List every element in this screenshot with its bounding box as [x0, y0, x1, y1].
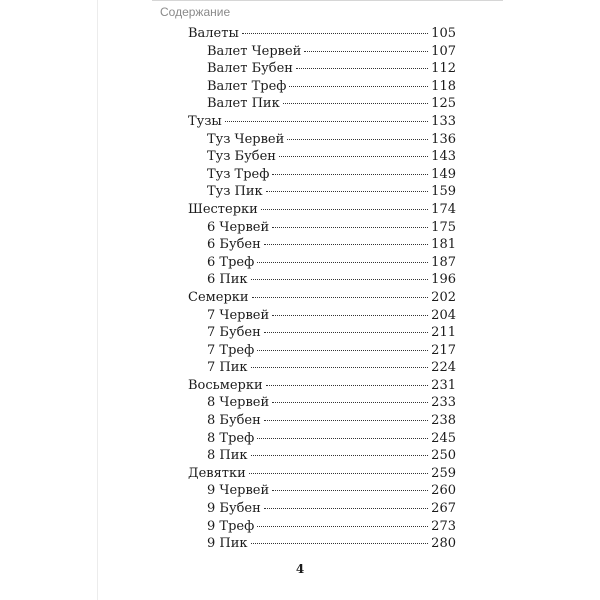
toc-entry-title: 9 Бубен: [207, 501, 261, 517]
toc-entry-page: 204: [431, 307, 456, 323]
dot-leader: [272, 315, 428, 316]
toc-entry-title: Валет Бубен: [207, 61, 293, 77]
toc-entry-page: 280: [431, 536, 456, 552]
toc-entry-title: 7 Бубен: [207, 325, 261, 341]
running-head: Содержание: [160, 5, 231, 19]
toc-entry-title: 6 Треф: [207, 254, 255, 270]
dot-leader: [266, 385, 429, 386]
toc-entry-title: Тузы: [188, 113, 222, 129]
toc-entry-page: 233: [431, 395, 456, 411]
toc-subentry: [188, 535, 456, 553]
toc-subentry: [188, 518, 456, 536]
dot-leader: [272, 490, 428, 491]
dot-leader: [272, 402, 428, 403]
toc-entry-title: 8 Треф: [207, 430, 255, 446]
toc-entry-title: Семерки: [188, 289, 249, 305]
dot-leader: [272, 174, 428, 175]
dot-leader: [266, 191, 429, 192]
toc-entry: [188, 377, 456, 395]
dot-leader: [264, 508, 428, 509]
toc-entry-page: 217: [431, 342, 456, 358]
toc-entry-page: 149: [431, 166, 456, 182]
toc-entry-page: 250: [431, 448, 456, 464]
toc-entry-page: 245: [431, 430, 456, 446]
toc-entry-page: 181: [431, 237, 456, 253]
dot-leader: [251, 279, 429, 280]
toc-entry-title: 6 Червей: [207, 219, 270, 235]
dot-leader: [251, 543, 429, 544]
dot-leader: [264, 244, 428, 245]
toc-entry-page: 133: [431, 113, 456, 129]
toc-entry-page: 259: [431, 465, 456, 481]
toc-subentry: [188, 236, 456, 254]
toc-entry: [188, 289, 456, 307]
toc-entry-page: 260: [431, 483, 456, 499]
dot-leader: [251, 455, 429, 456]
toc-entry-page: 105: [431, 26, 456, 41]
page-number: 4: [295, 562, 305, 576]
dot-leader: [257, 262, 428, 263]
dot-leader: [287, 139, 428, 140]
toc-entry-title: Валет Пик: [207, 96, 280, 112]
dot-leader: [296, 68, 428, 69]
toc-subentry: [188, 131, 456, 149]
toc-entry-page: 143: [431, 149, 456, 165]
dot-leader: [257, 350, 428, 351]
toc-entry-page: 107: [431, 43, 456, 59]
dot-leader: [242, 33, 428, 34]
toc-entry-page: 211: [431, 325, 456, 341]
toc-subentry: [188, 342, 456, 360]
dot-leader: [304, 51, 428, 52]
toc-entry-title: 8 Червей: [207, 395, 270, 411]
toc-entry-title: 9 Пик: [207, 536, 248, 552]
toc-subentry: [188, 78, 456, 96]
toc-entry-page: 224: [431, 360, 456, 376]
toc-entry-page: 175: [431, 219, 456, 235]
toc-entry-page: 238: [431, 413, 456, 429]
toc-subentry: [188, 359, 456, 377]
toc-entry-title: 7 Треф: [207, 342, 255, 358]
dot-leader: [249, 473, 428, 474]
dot-leader: [289, 86, 428, 87]
dot-leader: [264, 420, 428, 421]
dot-leader: [283, 103, 428, 104]
toc-entry-title: 9 Червей: [207, 483, 270, 499]
toc-subentry: [188, 60, 456, 78]
toc-entry-page: 202: [431, 289, 456, 305]
toc-entry-page: 174: [431, 201, 456, 217]
dot-leader: [261, 209, 428, 210]
toc-subentry: [188, 430, 456, 448]
toc-entry-page: 125: [431, 96, 456, 112]
toc-subentry: [188, 482, 456, 500]
toc-subentry: [188, 166, 456, 184]
toc-entry: [188, 25, 456, 43]
toc-entry-page: 159: [431, 184, 456, 200]
toc-subentry: [188, 148, 456, 166]
toc-entry-title: 6 Бубен: [207, 237, 261, 253]
toc-entry-title: 9 Треф: [207, 518, 255, 534]
toc-entry-title: 8 Пик: [207, 448, 248, 464]
toc-entry-page: 231: [431, 377, 456, 393]
toc-entry-title: 7 Пик: [207, 360, 248, 376]
toc-subentry: [188, 183, 456, 201]
toc-subentry: [188, 307, 456, 325]
dot-leader: [257, 438, 428, 439]
toc-entry-page: 112: [431, 61, 456, 77]
toc-entry-page: 136: [431, 131, 456, 147]
toc-subentry: [188, 394, 456, 412]
toc-entry-title: Восьмерки: [188, 377, 263, 393]
toc-subentry: [188, 271, 456, 289]
toc-entry: [188, 465, 456, 483]
toc-entry-page: 267: [431, 501, 456, 517]
page-edge-line: [97, 0, 98, 600]
dot-leader: [225, 121, 428, 122]
dot-leader: [264, 332, 428, 333]
toc-entry-title: Валет Червей: [207, 43, 302, 59]
toc-subentry: [188, 447, 456, 465]
toc-entry-title: 8 Бубен: [207, 413, 261, 429]
toc-entry-page: 273: [431, 518, 456, 534]
toc-subentry: [188, 219, 456, 237]
toc-entry-page: 187: [431, 254, 456, 270]
toc-entry: [188, 201, 456, 219]
dot-leader: [279, 156, 428, 157]
toc-entry-page: 196: [431, 272, 456, 288]
dot-leader: [251, 367, 429, 368]
toc-entry-title: Туз Пик: [207, 184, 263, 200]
toc-entry-title: Девятки: [188, 465, 246, 481]
toc-entry-title: Валет Треф: [207, 78, 287, 94]
toc-subentry: [188, 254, 456, 272]
toc-subentry: [188, 412, 456, 430]
toc-entry-title: Туз Червей: [207, 131, 285, 147]
toc-entry-title: Шестерки: [188, 201, 258, 217]
toc-entry-title: Валеты: [188, 26, 239, 41]
toc-subentry: [188, 500, 456, 518]
dot-leader: [252, 297, 429, 298]
toc-entry-title: 6 Пик: [207, 272, 248, 288]
table-of-contents: [188, 25, 456, 553]
toc-entry-page: 118: [431, 78, 456, 94]
dot-leader: [272, 227, 428, 228]
toc-subentry: [188, 95, 456, 113]
toc-entry: [188, 113, 456, 131]
toc-subentry: [188, 324, 456, 342]
toc-entry-title: 7 Червей: [207, 307, 270, 323]
toc-entry-title: Туз Треф: [207, 166, 270, 182]
header-rule: [152, 0, 503, 1]
dot-leader: [257, 526, 428, 527]
toc-subentry: [188, 43, 456, 61]
toc-entry-title: Туз Бубен: [207, 149, 276, 165]
